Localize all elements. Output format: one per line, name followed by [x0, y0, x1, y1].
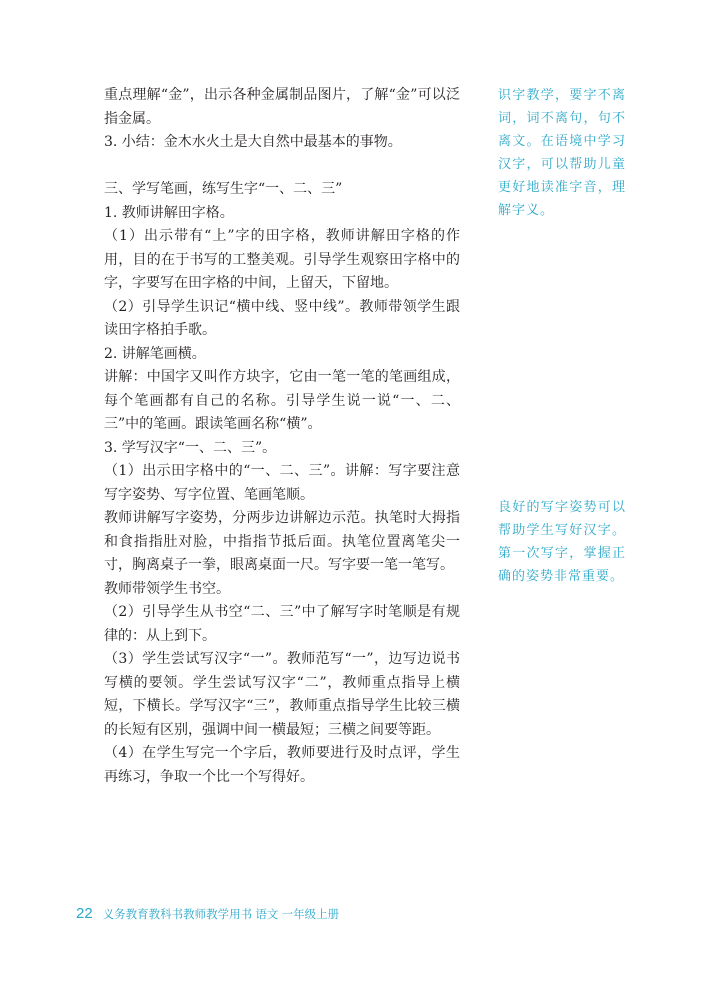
- paragraph-6: （2）引导学生识记“横中线、竖中线”。教师带领学生跟读田字格拍手歌。: [104, 298, 460, 338]
- paragraph-2: 3. 小结：金木水火土是大自然中最基本的事物。: [104, 134, 402, 150]
- paragraph-14: （3）学生尝试写汉字“一”。教师范写“一”，边写边说书写横的要领。学生尝试写汉字“二”，教师重点指导上横短，下横长。学写汉字“三”，教师重点指导学生比较三横的长短有区别，强调中间一横最短；三横之间要等距。: [104, 651, 460, 738]
- paragraph-11: 教师讲解写字姿势，分两步边讲解边示范。执笔时大拇指和食指指肚对脸，中指指节抵后面。执笔位置离笔尖一寸，胸离桌子一拳，眼离桌面一尺。写字要一笔一笔写。: [104, 510, 460, 573]
- paragraph-5: （1）出示带有“上”字的田字格，教师讲解田字格的作用，目的在于书写的工整美观。引导学生观察田字格中的字，字要写在田字格的中间，上留天，下留地。: [104, 228, 460, 291]
- paragraph-12: 教师带领学生书空。: [104, 580, 230, 597]
- paragraph-1: 重点理解“金”，出示各种金属制品图片，了解“金”可以泛指金属。: [104, 87, 460, 127]
- margin-note-posture: 良好的写字姿势可以帮助学生写好汉字。第一次写字，掌握正确的姿势非常重要。: [498, 500, 626, 584]
- paragraph-gap: [104, 155, 460, 179]
- page-footer: [76, 905, 339, 925]
- paragraph-13: （2）引导学生从书空“二、三”中了解写字时笔顺是有规律的：从上到下。: [104, 604, 460, 644]
- paragraph-10: （1）出示田字格中的“一、二、三”。讲解：写字要注意写字姿势、写字位置、笔画笔顺。: [104, 463, 460, 503]
- paragraph-9: 3. 学写汉字“一、二、三”。: [104, 439, 277, 456]
- section-heading: 三、学写笔画，练写生字“一、二、三”: [104, 181, 343, 197]
- main-text-column: [104, 84, 460, 789]
- book-title: 义务教育教科书教师教学用书 语文 一年级上册: [102, 909, 340, 921]
- margin-note-literacy: 识字教学，要字不离词，词不离句，句不离文。在语境中学习汉字，可以帮助儿童更好地读准字音，理解字义。: [498, 88, 626, 218]
- page-number: 22: [76, 905, 93, 922]
- paragraph-8: 讲解：中国字又叫作方块字，它由一笔一笔的笔画组成，每个笔画都有自己的名称。引导学生说一说“一、二、三”中的笔画。跟读笔画名称“横”。: [104, 369, 460, 432]
- paragraph-15: （4）在学生写完一个字后，教师要进行及时点评，学生再练习，争取一个比一个写得好。: [104, 745, 460, 785]
- paragraph-7: 2. 讲解笔画横。: [104, 345, 206, 362]
- paragraph-4: 1. 教师讲解田字格。: [104, 204, 234, 221]
